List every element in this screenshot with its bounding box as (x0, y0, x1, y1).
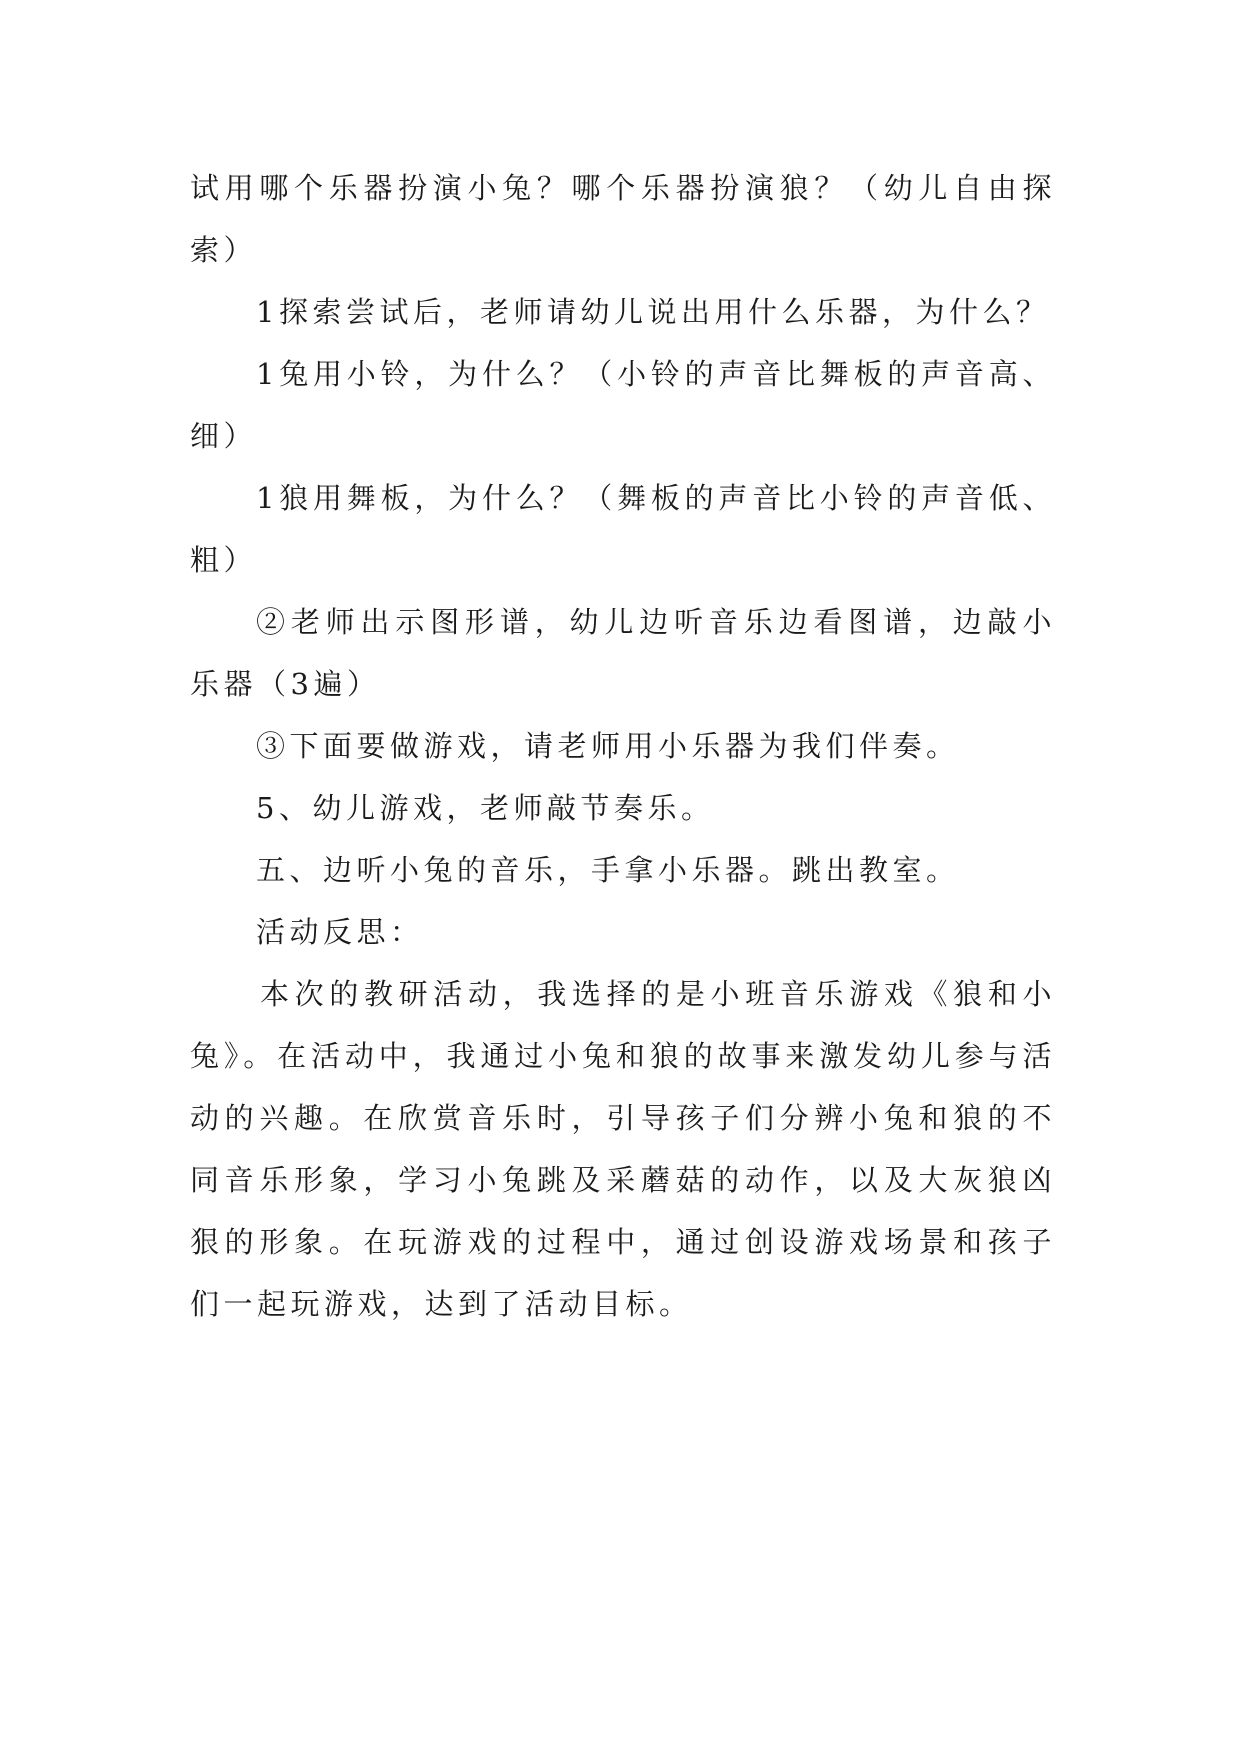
paragraph-game: 5、幼儿游戏，老师敲节奏乐。 (256, 791, 715, 825)
paragraph-exit: 五、边听小兔的音乐，手拿小乐器。跳出教室。 (256, 853, 960, 887)
paragraph-accompany: ③下面要做游戏，请老师用小乐器为我们伴奏。 (256, 729, 960, 763)
paragraph-rabbit-bell: 1兔用小铃，为什么？（小铃的声音比舞板的声音高、细） (190, 357, 1056, 453)
paragraph-reflection: 本次的教研活动，我选择的是小班音乐游戏《狼和小兔》。在活动中，我通过小兔和狼的故事来激发幼儿参与活动的兴趣。在欣赏音乐时，引导孩子们分辨小兔和狼的不同音乐形象，学习小兔跳及采蘑菇的动作，以及大灰狼凶狠的形象。在玩游戏的过程中，通过创设游戏场景和孩子们一起玩游戏，达到了活动目标。 (190, 977, 1056, 1321)
section-heading-reflection: 活动反思： (256, 915, 424, 949)
document-page (190, 157, 1056, 1335)
paragraph-wolf-board: 1狼用舞板，为什么？（舞板的声音比小铃的声音低、粗） (190, 481, 1056, 577)
paragraph-explore-result: 1探索尝试后，老师请幼儿说出用什么乐器，为什么？ (256, 295, 1050, 329)
paragraph-continuation: 试用哪个乐器扮演小兔？哪个乐器扮演狼？（幼儿自由探索） (190, 171, 1056, 267)
paragraph-score-chart: ②老师出示图形谱，幼儿边听音乐边看图谱，边敲小乐器（3遍） (190, 605, 1056, 701)
